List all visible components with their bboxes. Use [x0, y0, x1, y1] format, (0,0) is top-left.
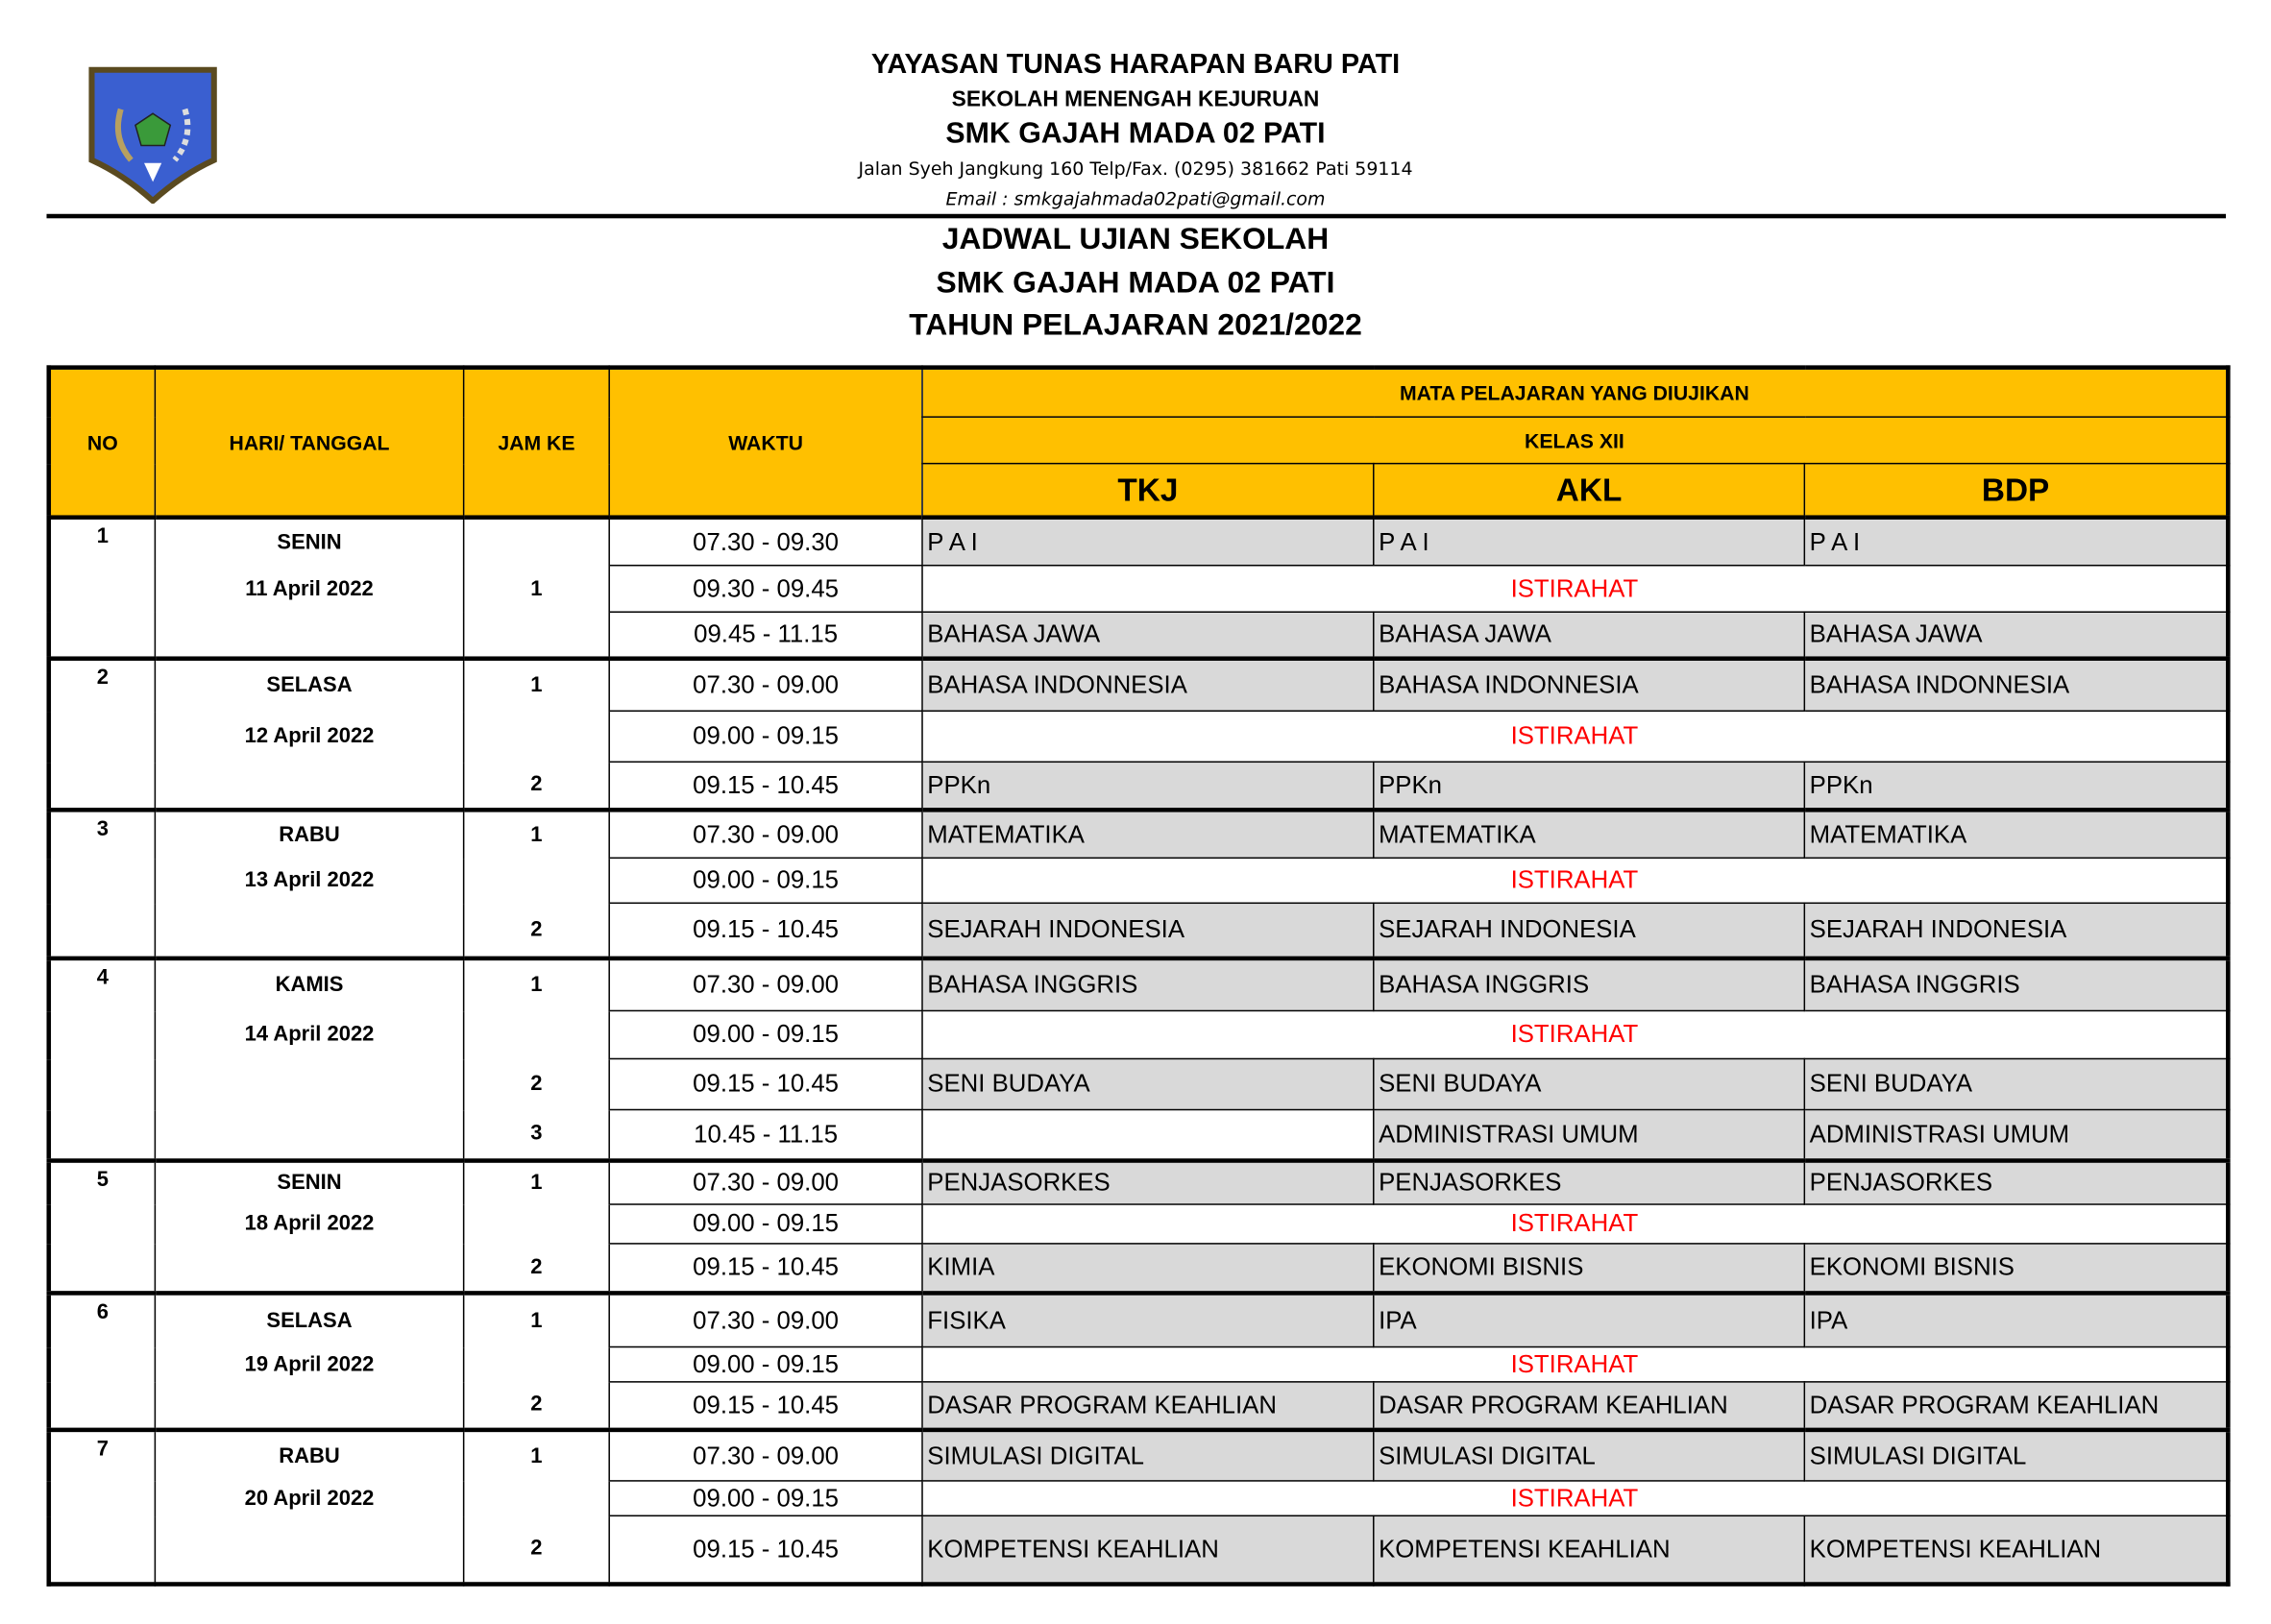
- day-number: [49, 762, 156, 810]
- jam-ke: [464, 858, 610, 903]
- subject-tkj: SIMULASI DIGITAL: [922, 1430, 1374, 1481]
- time-slot: 07.30 - 09.00: [609, 810, 922, 858]
- day-number: [49, 1481, 156, 1515]
- subject-tkj: PENJASORKES: [922, 1161, 1374, 1204]
- col-header-no: NO: [49, 368, 156, 518]
- subject-akl: EKONOMI BISNIS: [1374, 1244, 1805, 1294]
- subject-tkj: KIMIA: [922, 1244, 1374, 1294]
- jam-ke: 2: [464, 1244, 610, 1294]
- day-number: [49, 1109, 156, 1160]
- day-date: 12 April 2022: [155, 711, 463, 762]
- subject-bdp: SENI BUDAYA: [1804, 1058, 2228, 1109]
- col-header-tkj: TKJ: [922, 464, 1374, 518]
- time-slot: 09.00 - 09.15: [609, 1204, 922, 1244]
- day-number: 4: [49, 958, 156, 1011]
- school-type: SEKOLAH MENENGAH KEJURUAN: [951, 86, 1320, 112]
- subject-akl: SIMULASI DIGITAL: [1374, 1430, 1805, 1481]
- subject-tkj: SEJARAH INDONESIA: [922, 903, 1374, 958]
- schedule-row: [49, 1481, 2229, 1515]
- day-number: [49, 903, 156, 958]
- subject-akl: DASAR PROGRAM KEAHLIAN: [1374, 1382, 1805, 1430]
- break-cell: ISTIRAHAT: [922, 858, 2228, 903]
- doc-title: JADWAL UJIAN SEKOLAH: [941, 222, 1330, 256]
- jam-ke: [464, 1204, 610, 1244]
- day-number: 2: [49, 659, 156, 712]
- schedule-row: [49, 1382, 2229, 1430]
- day-cell: [155, 1109, 463, 1160]
- subject-bdp: SEJARAH INDONESIA: [1804, 903, 2228, 958]
- subject-bdp: BAHASA INDONNESIA: [1804, 659, 2228, 712]
- schedule-row: [49, 612, 2229, 658]
- jam-ke: 1: [464, 958, 610, 1011]
- jam-ke: [464, 518, 610, 566]
- schedule-row: [49, 659, 2229, 712]
- exam-schedule-table: [46, 365, 2230, 1586]
- jam-ke: 1: [464, 1430, 610, 1481]
- time-slot: 09.00 - 09.15: [609, 858, 922, 903]
- col-header-bdp: BDP: [1804, 464, 2228, 518]
- schedule-row: [49, 566, 2229, 612]
- subject-akl: IPA: [1374, 1293, 1805, 1346]
- subject-tkj: MATEMATIKA: [922, 810, 1374, 858]
- time-slot: 07.30 - 09.00: [609, 1161, 922, 1204]
- day-cell: [155, 1244, 463, 1294]
- day-number: [49, 1058, 156, 1109]
- day-date: 18 April 2022: [155, 1204, 463, 1244]
- schedule-row: [49, 1430, 2229, 1481]
- schedule-row: [49, 762, 2229, 810]
- time-slot: 07.30 - 09.00: [609, 1430, 922, 1481]
- day-number: [49, 1347, 156, 1382]
- jam-ke: 2: [464, 1058, 610, 1109]
- subject-akl: BAHASA INDONNESIA: [1374, 659, 1805, 712]
- subject-bdp: P A I: [1804, 518, 2228, 566]
- subject-bdp: EKONOMI BISNIS: [1804, 1244, 2228, 1294]
- time-slot: 07.30 - 09.00: [609, 958, 922, 1011]
- schedule-body: [49, 518, 2229, 1585]
- day-date: 19 April 2022: [155, 1347, 463, 1382]
- jam-ke: 1: [464, 1293, 610, 1346]
- schedule-row: [49, 1515, 2229, 1584]
- day-name: RABU: [155, 1430, 463, 1481]
- schedule-row: [49, 518, 2229, 566]
- day-number: [49, 1515, 156, 1584]
- col-header-akl: AKL: [1374, 464, 1805, 518]
- break-cell: ISTIRAHAT: [922, 711, 2228, 762]
- schedule-row: [49, 1058, 2229, 1109]
- time-slot: 09.00 - 09.15: [609, 1347, 922, 1382]
- jam-ke: [464, 612, 610, 658]
- break-cell: ISTIRAHAT: [922, 1347, 2228, 1382]
- jam-ke: 2: [464, 762, 610, 810]
- schedule-row: [49, 1244, 2229, 1294]
- day-date: 20 April 2022: [155, 1481, 463, 1515]
- subject-akl: MATEMATIKA: [1374, 810, 1805, 858]
- jam-ke: 1: [464, 566, 610, 612]
- time-slot: 09.15 - 10.45: [609, 762, 922, 810]
- jam-ke: 1: [464, 1161, 610, 1204]
- col-header-jam: JAM KE: [464, 368, 610, 518]
- time-slot: 09.00 - 09.15: [609, 1481, 922, 1515]
- subject-akl: BAHASA JAWA: [1374, 612, 1805, 658]
- subject-akl: SENI BUDAYA: [1374, 1058, 1805, 1109]
- subject-bdp: MATEMATIKA: [1804, 810, 2228, 858]
- day-cell: [155, 1515, 463, 1584]
- subject-akl: SEJARAH INDONESIA: [1374, 903, 1805, 958]
- subject-bdp: BAHASA INGGRIS: [1804, 958, 2228, 1011]
- time-slot: 09.15 - 10.45: [609, 1515, 922, 1584]
- schedule-row: [49, 1161, 2229, 1204]
- day-name: SENIN: [155, 1161, 463, 1204]
- subject-bdp: ADMINISTRASI UMUM: [1804, 1109, 2228, 1160]
- schedule-row: [49, 1109, 2229, 1160]
- foundation-name: YAYASAN TUNAS HARAPAN BARU PATI: [870, 49, 1401, 81]
- day-number: [49, 612, 156, 658]
- time-slot: 09.15 - 10.45: [609, 1058, 922, 1109]
- jam-ke: [464, 1347, 610, 1382]
- day-number: [49, 1244, 156, 1294]
- subject-bdp: KOMPETENSI KEAHLIAN: [1804, 1515, 2228, 1584]
- jam-ke: 2: [464, 1515, 610, 1584]
- schedule-row: [49, 1204, 2229, 1244]
- break-cell: ISTIRAHAT: [922, 1204, 2228, 1244]
- day-name: KAMIS: [155, 958, 463, 1011]
- subject-bdp: SIMULASI DIGITAL: [1804, 1430, 2228, 1481]
- subject-akl: PENJASORKES: [1374, 1161, 1805, 1204]
- letterhead-divider: [46, 214, 2226, 219]
- subject-tkj: BAHASA INDONNESIA: [922, 659, 1374, 712]
- schedule-row: [49, 858, 2229, 903]
- subject-tkj: P A I: [922, 518, 1374, 566]
- jam-ke: 3: [464, 1109, 610, 1160]
- time-slot: 07.30 - 09.30: [609, 518, 922, 566]
- subject-akl: P A I: [1374, 518, 1805, 566]
- day-number: [49, 1382, 156, 1430]
- break-cell: ISTIRAHAT: [922, 1010, 2228, 1058]
- day-cell: [155, 1058, 463, 1109]
- day-cell: [155, 612, 463, 658]
- jam-ke: 1: [464, 810, 610, 858]
- time-slot: 09.00 - 09.15: [609, 711, 922, 762]
- subject-akl: PPKn: [1374, 762, 1805, 810]
- subject-akl: KOMPETENSI KEAHLIAN: [1374, 1515, 1805, 1584]
- schedule-row: [49, 903, 2229, 958]
- break-cell: ISTIRAHAT: [922, 1481, 2228, 1515]
- day-name: SELASA: [155, 1293, 463, 1346]
- jam-ke: 1: [464, 659, 610, 712]
- school-email: Email : smkgajahmada02pati@gmail.com: [945, 187, 1326, 210]
- time-slot: 09.00 - 09.15: [609, 1010, 922, 1058]
- day-cell: [155, 903, 463, 958]
- school-address: Jalan Syeh Jangkung 160 Telp/Fax. (0295) 381662 Pati 59114: [858, 157, 1413, 180]
- subject-bdp: PPKn: [1804, 762, 2228, 810]
- time-slot: 09.30 - 09.45: [609, 566, 922, 612]
- time-slot: 09.15 - 10.45: [609, 903, 922, 958]
- subject-tkj: DASAR PROGRAM KEAHLIAN: [922, 1382, 1374, 1430]
- day-number: 1: [49, 518, 156, 566]
- time-slot: 09.15 - 10.45: [609, 1382, 922, 1430]
- day-date: 14 April 2022: [155, 1010, 463, 1058]
- day-number: [49, 858, 156, 903]
- subject-tkj: FISIKA: [922, 1293, 1374, 1346]
- subject-tkj: [922, 1109, 1374, 1160]
- subject-akl: BAHASA INGGRIS: [1374, 958, 1805, 1011]
- day-number: [49, 1204, 156, 1244]
- col-header-waktu: WAKTU: [609, 368, 922, 518]
- day-name: RABU: [155, 810, 463, 858]
- schedule-row: [49, 711, 2229, 762]
- subject-tkj: PPKn: [922, 762, 1374, 810]
- subject-bdp: DASAR PROGRAM KEAHLIAN: [1804, 1382, 2228, 1430]
- day-number: [49, 1010, 156, 1058]
- schedule-row: [49, 958, 2229, 1011]
- jam-ke: [464, 711, 610, 762]
- jam-ke: [464, 1010, 610, 1058]
- day-cell: [155, 762, 463, 810]
- subject-bdp: PENJASORKES: [1804, 1161, 2228, 1204]
- col-header-class: KELAS XII: [922, 417, 2228, 463]
- break-cell: ISTIRAHAT: [922, 566, 2228, 612]
- jam-ke: [464, 1481, 610, 1515]
- time-slot: 10.45 - 11.15: [609, 1109, 922, 1160]
- doc-year: TAHUN PELAJARAN 2021/2022: [909, 308, 1362, 343]
- subject-bdp: BAHASA JAWA: [1804, 612, 2228, 658]
- day-number: 6: [49, 1293, 156, 1346]
- time-slot: 09.15 - 10.45: [609, 1244, 922, 1294]
- jam-ke: 2: [464, 1382, 610, 1430]
- day-number: 7: [49, 1430, 156, 1481]
- subject-tkj: BAHASA JAWA: [922, 612, 1374, 658]
- schedule-row: [49, 1010, 2229, 1058]
- day-cell: [155, 1382, 463, 1430]
- day-number: 5: [49, 1161, 156, 1204]
- day-name: SENIN: [155, 518, 463, 566]
- day-name: SELASA: [155, 659, 463, 712]
- col-header-subjects: MATA PELAJARAN YANG DIUJIKAN: [922, 368, 2228, 418]
- time-slot: 07.30 - 09.00: [609, 659, 922, 712]
- col-header-day-date: HARI/ TANGGAL: [155, 368, 463, 518]
- schedule-row: [49, 1293, 2229, 1346]
- subject-tkj: SENI BUDAYA: [922, 1058, 1374, 1109]
- day-date: 13 April 2022: [155, 858, 463, 903]
- time-slot: 09.45 - 11.15: [609, 612, 922, 658]
- subject-akl: ADMINISTRASI UMUM: [1374, 1109, 1805, 1160]
- subject-tkj: BAHASA INGGRIS: [922, 958, 1374, 1011]
- day-date: 11 April 2022: [155, 566, 463, 612]
- time-slot: 07.30 - 09.00: [609, 1293, 922, 1346]
- schedule-row: [49, 810, 2229, 858]
- school-name: SMK GAJAH MADA 02 PATI: [945, 117, 1326, 151]
- day-number: 3: [49, 810, 156, 858]
- jam-ke: 2: [464, 903, 610, 958]
- subject-tkj: KOMPETENSI KEAHLIAN: [922, 1515, 1374, 1584]
- subject-bdp: IPA: [1804, 1293, 2228, 1346]
- schedule-row: [49, 1347, 2229, 1382]
- day-number: [49, 711, 156, 762]
- day-number: [49, 566, 156, 612]
- doc-subtitle: SMK GAJAH MADA 02 PATI: [936, 266, 1335, 301]
